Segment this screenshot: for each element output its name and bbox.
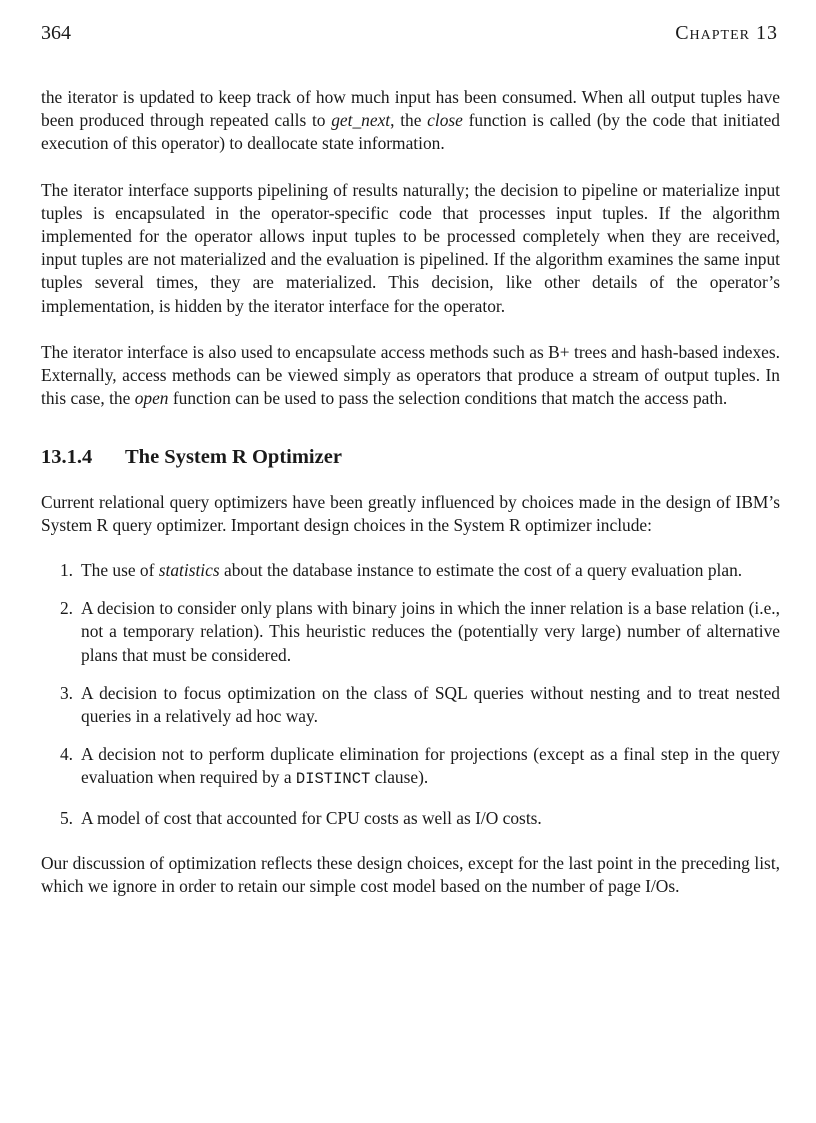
emphasis-open: open (134, 388, 169, 409)
list-item (41, 807, 780, 830)
paragraph-text: The iterator interface is also used to encapsulate access methods such as B+ trees and hash-based indexes. Externally, access methods can be viewed simply as operators that produce a stream of output tuples. In this case, the (41, 341, 780, 409)
list-text: about the database instance to estimate the cost of a query evaluation plan. (219, 560, 743, 581)
list-text: clause). (370, 767, 429, 788)
list-text: A decision not to perform duplicate elimination for projections (except as a final step in the query evaluation when required by a (81, 744, 780, 788)
paragraph-iterator-state (41, 86, 780, 156)
list-item (41, 743, 780, 791)
paragraph-text: , the (390, 110, 428, 131)
list-item (41, 559, 780, 582)
chapter-label: Chapter 13 (675, 22, 778, 44)
section-heading (41, 446, 780, 469)
list-marker: 4. (59, 744, 73, 765)
emphasis-statistics: statistics (158, 560, 220, 581)
list-marker: 3. (59, 682, 73, 703)
paragraph-text: function can be used to pass the selection conditions that match the access path. (168, 388, 728, 409)
page-header (41, 22, 778, 45)
paragraph-access-methods (41, 341, 780, 411)
emphasis-close: close (427, 110, 463, 131)
list-marker: 1. (59, 560, 73, 581)
list-item (41, 597, 780, 667)
paragraph-text: the iterator is updated to keep track of how much input has been consumed. When all output tuples have been produced through repeated calls to (41, 87, 780, 131)
section-number: 13.1.4 (41, 446, 93, 469)
paragraph-pipelining: The iterator interface supports pipelining of results naturally; the decision to pipeline or materialize input tuples is encapsulated in the operator-specific code that processes input tuples. If the algorithm implemented for the operator allows input tuples to be processed completely when they are received, input tuples are not materialized and the evaluation is pipelined. If the algorithm examines the same input tuples several times, they are materialized. This decision, like other details of the operator’s implementation, is hidden by the iterator interface for the operator. (41, 179, 780, 316)
paragraph-text: function is called (by the code that initiated execution of this operator) to deallocate state information. (41, 110, 780, 154)
page-number: 364 (41, 22, 71, 44)
emphasis-get-next: get_next (331, 110, 391, 131)
section-intro: Current relational query optimizers have been greatly influenced by choices made in the design of IBM’s System R query optimizer. Important design choices in the System R optimizer include: (41, 491, 780, 535)
design-choices-list (41, 559, 780, 830)
list-item (41, 682, 780, 728)
list-item-text: A decision to focus optimization on the class of SQL queries without nesting and to treat nested queries in a relatively ad hoc way. (81, 682, 780, 727)
code-distinct: DISTINCT (295, 770, 371, 789)
section-title: The System R Optimizer (125, 446, 342, 469)
section-closing: Our discussion of optimization reflects these design choices, except for the last point in the preceding list, which we ignore in order to retain our simple cost model based on the number of page I/Os. (41, 852, 780, 897)
list-item-text: A model of cost that accounted for CPU costs as well as I/O costs. (81, 807, 542, 828)
list-marker: 2. (59, 598, 73, 619)
list-text: The use of (81, 560, 159, 581)
list-marker: 5. (59, 807, 73, 828)
list-item-text (81, 559, 780, 582)
page-body (41, 86, 780, 898)
list-item-text: A decision to consider only plans with binary joins in which the inner relation is a base relation (i.e., not a temporary relation). This heuristic reduces the (potentially very large) number of alternative plans that must be considered. (81, 598, 780, 665)
list-item-text (81, 743, 780, 791)
